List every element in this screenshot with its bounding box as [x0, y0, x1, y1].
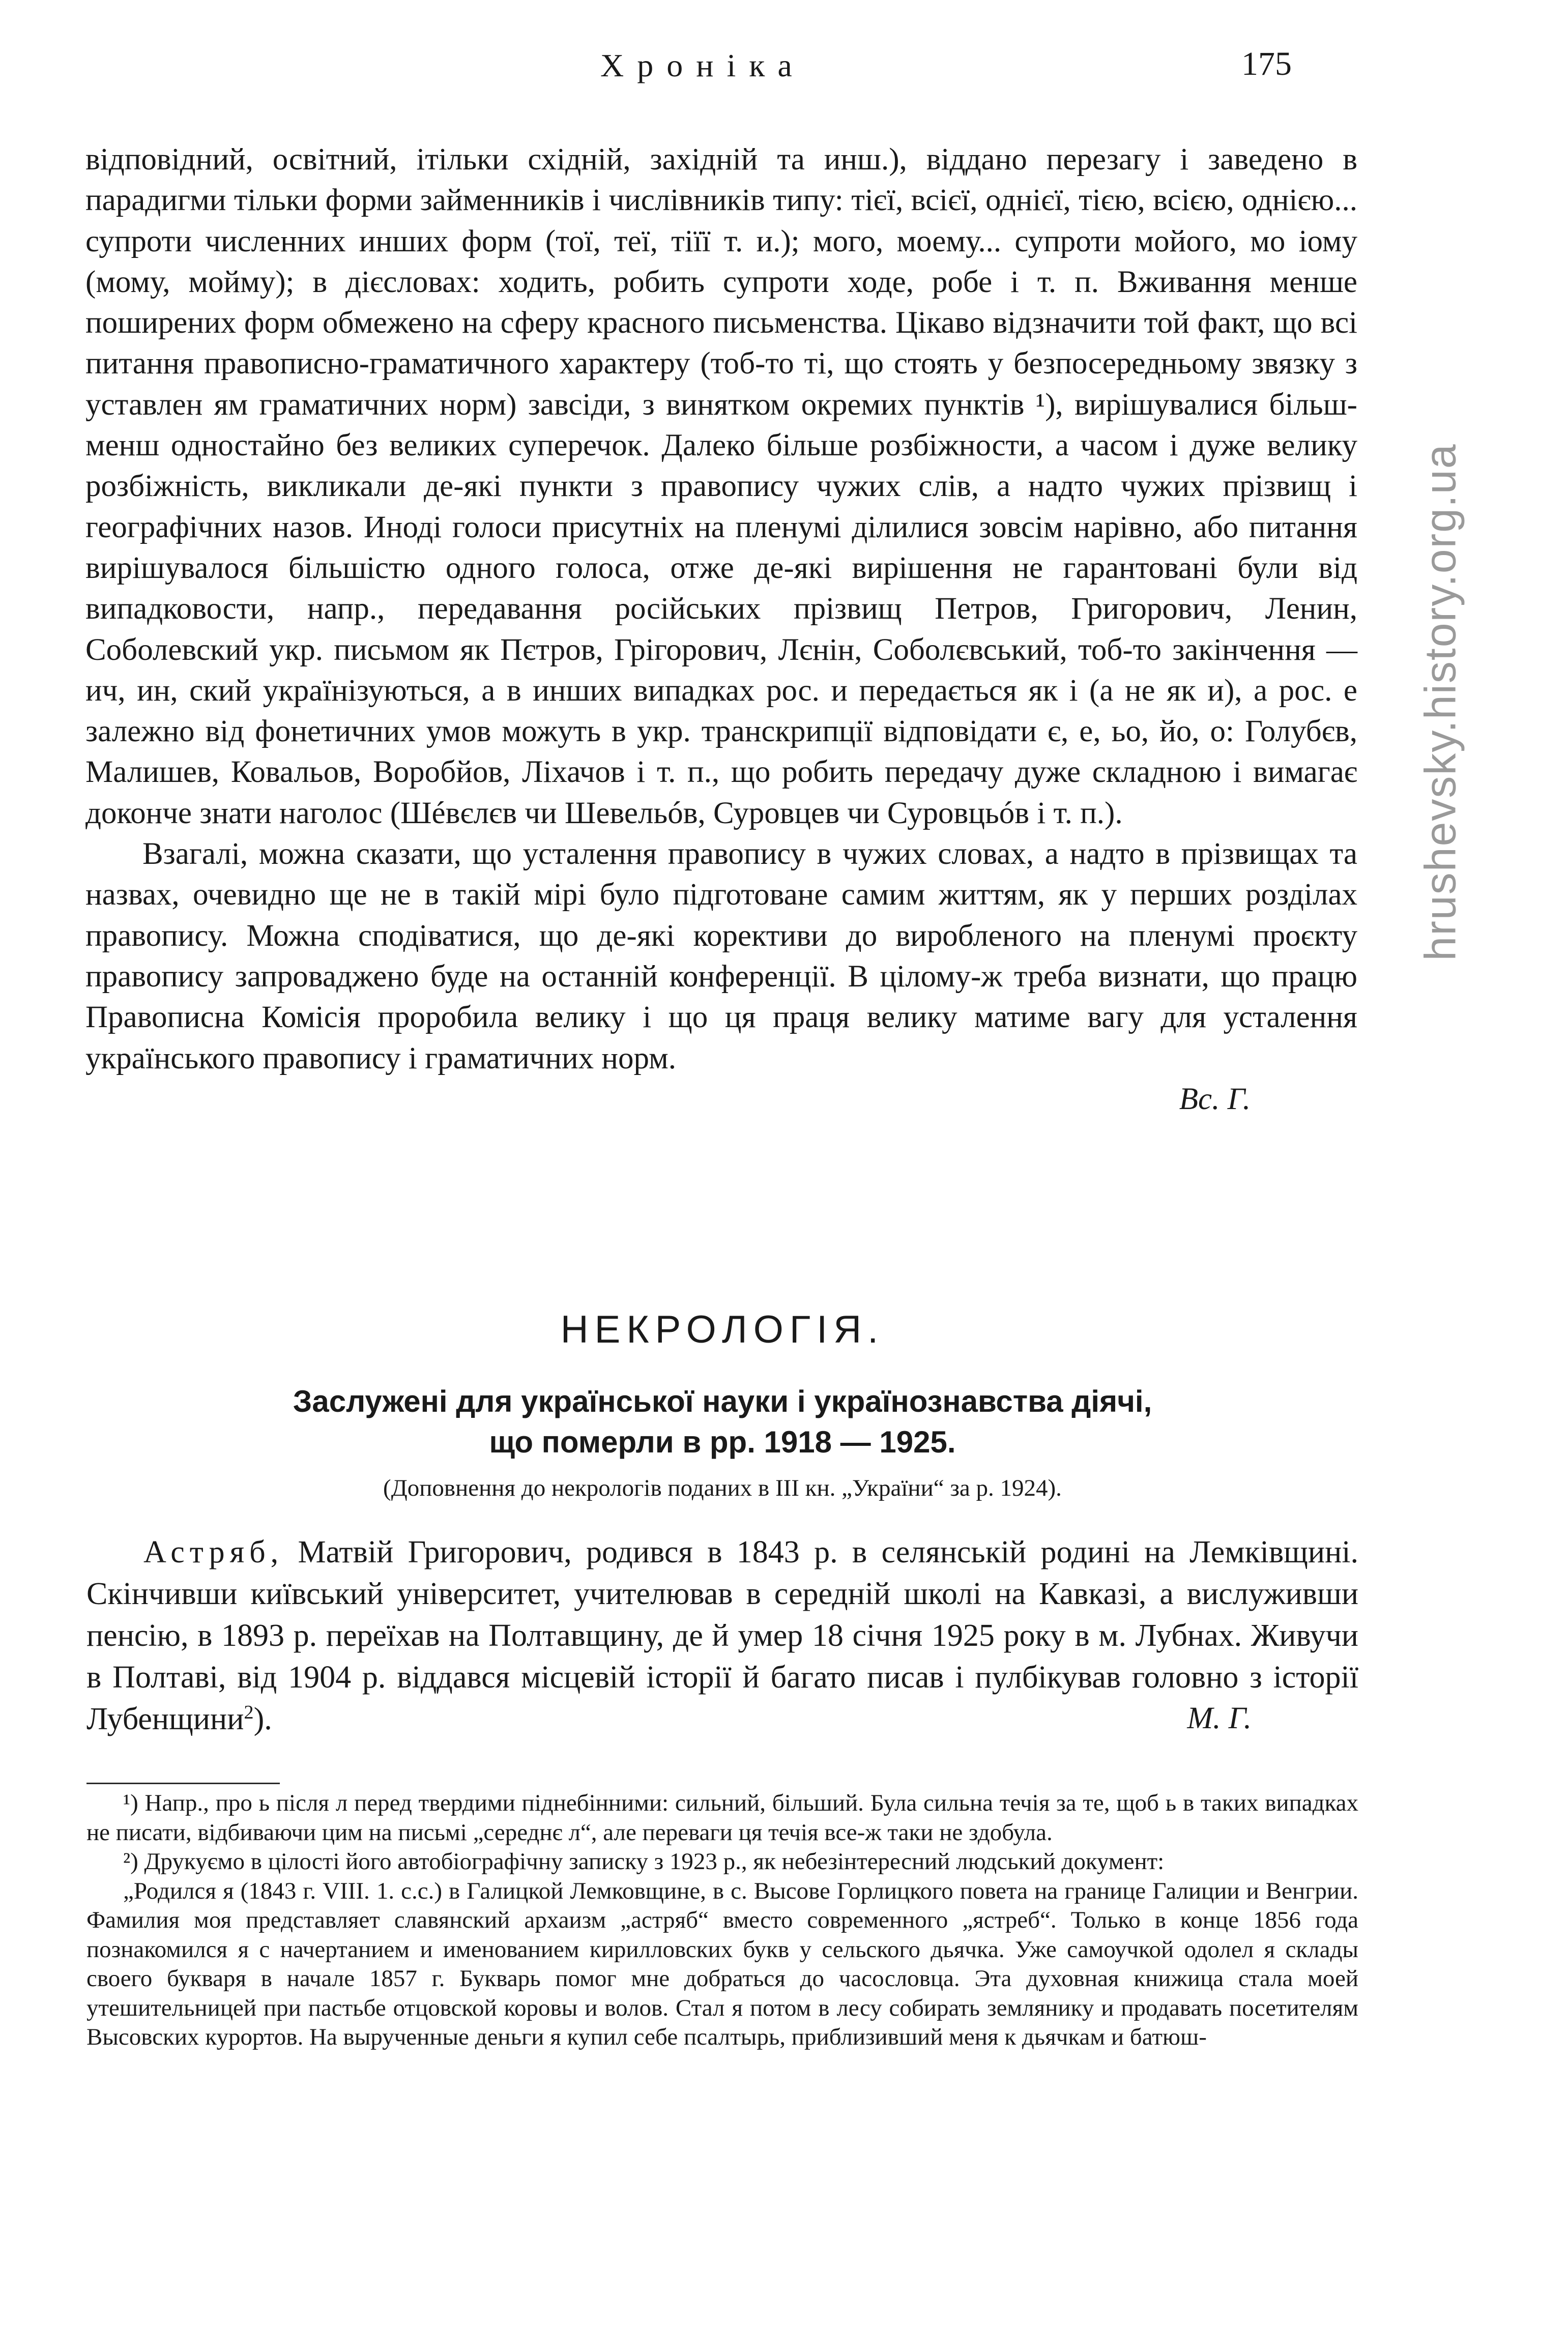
footnote-quote: „Родился я (1843 г. VIII. 1. с.с.) в Галицкой Лемковщине, в с. Высове Горлицкого повета на границе Галиции и Венгрии. Фамилия моя представляет славянский архаизм „астряб“ вместо современного „ястреб“. Только в конце 1856 года познакомился я с начертанием и именованием кирилловских букв у сельского дьячка. Уже самоучкой одолел я склады своего букваря в начале 1857 г. Букварь помог мне добраться до часословца. Эта духовная книжица стала моей утешительницей при пастьбе отцовской коровы и волов. Стал я потом в лесу собирать землянику и продавать посетителям Высовских курортов. На вырученные деньги я купил себе псалтырь, приблизивший меня к дьячкам и батюш- — [86, 1877, 1358, 2050]
subheading-line-2: що померли в рр. 1918 — 1925. — [489, 1425, 956, 1459]
watermark-text: hrushevsky.history.org.ua — [1416, 443, 1465, 961]
running-title: Хроніка — [600, 47, 805, 83]
entry-name: Астряб, — [143, 1535, 284, 1569]
entry-closing: ). — [253, 1702, 272, 1736]
chronicle-section — [85, 139, 1357, 1120]
necrology-entry — [86, 1531, 1358, 1739]
subheading-line-1: Заслужені для української науки і українознавства діячі, — [293, 1384, 1152, 1418]
section-heading: НЕКРОЛОГІЯ. — [560, 1308, 885, 1351]
section-note: (Доповнення до некрологів поданих в III кн. „України“ за р. 1924). — [383, 1475, 1062, 1501]
entry-signature: М. Г. — [1187, 1701, 1252, 1735]
entry-text: Матвій Григорович, родився в 1843 р. в селянській родині на Лемківщині. Скінчивши київський університет, учителював в середній школі на Кавказі, а вислуживши пенсію, в 1893 р. переїхав на Полтавщину, де й умер 18 січня 1925 року в м. Лубнах. Живучи в Полтаві, від 1904 р. віддався місцевій історії й багато писав і пулбікував головно з історії Лубенщини — [86, 1535, 1358, 1736]
chronicle-paragraph-2: Взагалі, можна сказати, що усталення правопису в чужих словах, а надто в прізвищах та назвах, очевидно ще не в такій мірі було підготоване самим життям, як у перших розділах правопису. Можна сподіватися, що де-які корективи до виробленого на пленумі проєкту правопису запроваджено буде на останній конференції. В цілому-ж треба визнати, що працю Правописна Комісія проробила велику і що ця праця велику матиме вагу для усталення українського правопису і граматичних норм. — [85, 837, 1357, 1075]
entry-footnote-ref: 2 — [244, 1701, 254, 1723]
footnote-1: ¹) Напр., про ь після л перед твердими піднебінними: сильний, більший. Була сильна течія за те, щоб ь в таких випадках не писати, відбиваючи цим на письмі „середнє л“, але переваги ця течія все-ж таки не здобула. — [86, 1790, 1358, 1846]
chronicle-paragraph-1: відповідний, освітний, ітільки східній, західній та инш.), віддано перезагу і заведено в парадигми тільки форми займенників і числівників типу: тієї, всієї, однієї, тією, всією, однією... супроти численних инших форм (тої, теї, тіїї т. и.); мого, моему... супроти мойого, мо іому (мому, мойму); в дієсловах: ходить, робить супроти ходе, робе і т. п. Вживання менше поширених форм обмежено на сферу красного письменства. Цікаво відзначити той факт, що всі питання правописно-граматичного характеру (тоб-то ті, що стоять у безпосередньому звязку з уставлен ям граматичних норм) завсіди, з винятком окремих пунктів ¹), вирішувалися більш-менш одностайно без великих суперечок. Далеко більше розбіжности, а часом і дуже велику розбіжність, викликали де-які пункти з правопису чужих слів, а надто чужих прізвищ і географічних назов. Иноді голоси присутніх на пленумі ділилися зовсім нарівно, або питання вирішувалося більшістю одного голоса, отже де-які вирішення не гарантовані були від випадковости, напр., передавання російських прізвищ Петров, Григорович, Ленин, Соболевский укр. письмом як Пєтров, Грігорович, Лєнін, Соболєвський, тоб-то закінчення — ич, ин, ский українізуються, а в инших випадках рос. и передається як і (а не як и), а рос. е залежно від фонетичних умов можуть в укр. транскрипції відповідати є, е, ьо, йо, о: Голубєв, Малишев, Ковальов, Воробйов, Ліхачов і т. п., що робить передачу дуже складною і вимагає доконче знати наголос (Шéвєлєв чи Шевельóв, Суровцев чи Суровцьóв і т. п.). — [85, 142, 1357, 830]
page-number: 175 — [1241, 45, 1292, 82]
footnotes — [86, 1789, 1358, 2052]
chronicle-signature: Вс. Г. — [1179, 1082, 1251, 1116]
footnote-2: ²) Друкуємо в цілості його автобіографічну записку з 1923 р., як небезінтересний людський документ: — [123, 1848, 1165, 1875]
running-head — [0, 47, 1568, 93]
footnote-rule — [86, 1783, 280, 1784]
section-subheading — [0, 1381, 1445, 1463]
